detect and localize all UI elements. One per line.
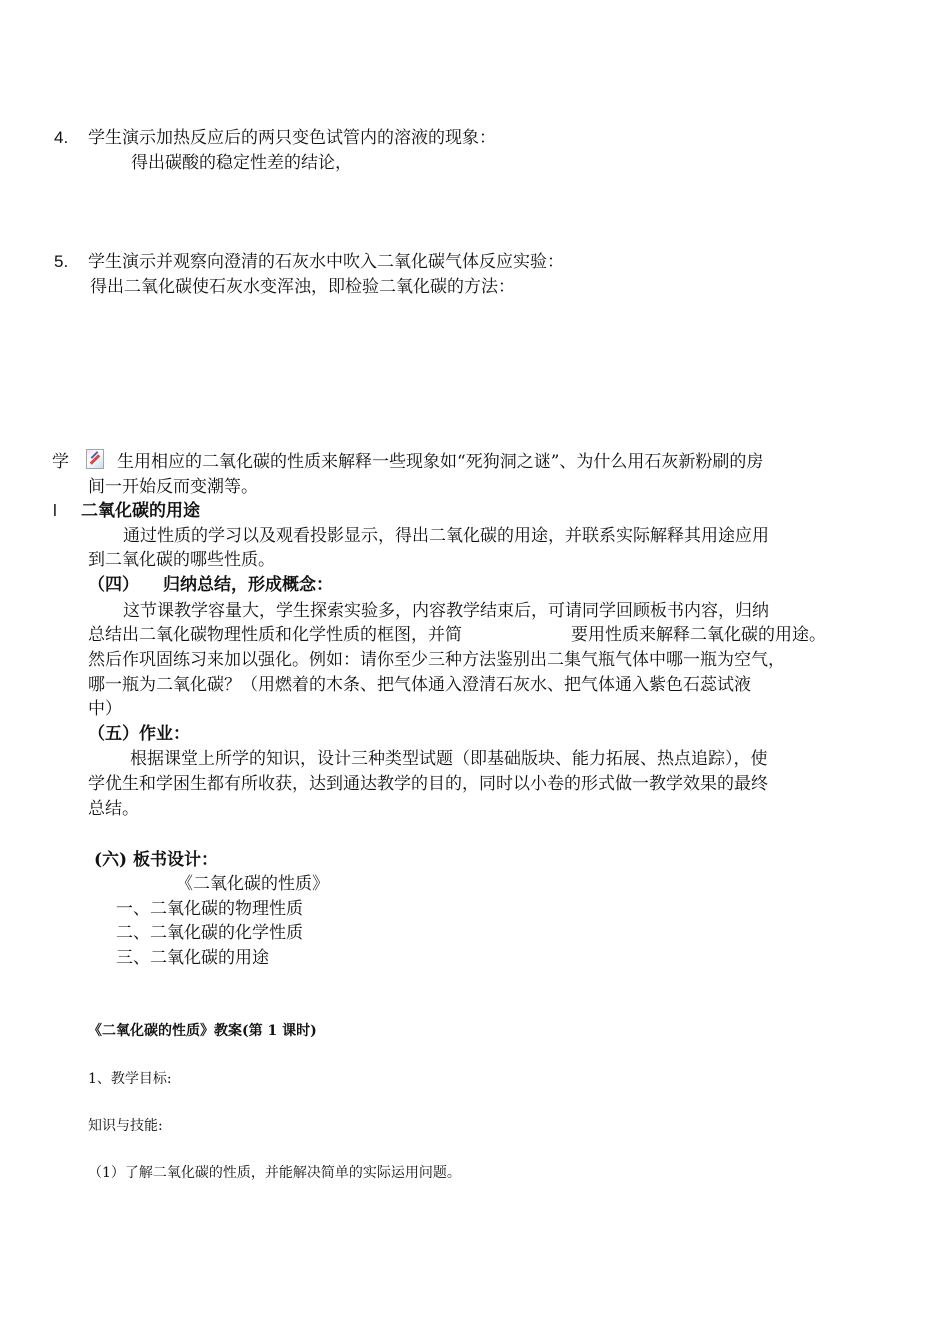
- board-item: 二、二氧化碳的化学性质: [116, 923, 303, 943]
- item5-conclusion: 得出二氧化碳使石灰水变浑浊，即检验二氧化碳的方法：: [90, 277, 515, 297]
- lesson-goal: 1、教学目标:: [88, 1071, 172, 1087]
- board-item: 一、二氧化碳的物理性质: [116, 899, 303, 919]
- item5-number: 5.: [54, 252, 69, 271]
- broken-image-icon: [86, 449, 104, 469]
- lesson-point1: （1）了解二氧化碳的性质，并能解决简单的实际运用问题。: [88, 1165, 461, 1181]
- section4-label: （四）: [88, 575, 139, 595]
- explain-line2: 间一开始反而变潮等。: [88, 477, 258, 497]
- lesson-knowledge: 知识与技能:: [88, 1118, 163, 1134]
- section5-heading: （五）作业：: [88, 724, 190, 744]
- section5-line2: 学优生和学困生都有所收获，达到通达教学的目的，同时以小卷的形式做一教学效果的最终: [88, 774, 768, 794]
- board-item: 三、二氧化碳的用途: [116, 948, 269, 968]
- lesson-title: 《二氧化碳的性质》教案(第 1 课时): [88, 1023, 317, 1039]
- explain-prefix: 学: [52, 452, 69, 472]
- uses-bullet: l: [53, 501, 57, 520]
- item4-title: 学生演示加热反应后的两只变色试管内的溶液的现象：: [88, 128, 496, 148]
- section5-line3: 总结。: [88, 799, 139, 819]
- section4-line4: 哪一瓶为二氧化碳？（用燃着的木条、把气体通入澄清石灰水、把气体通入紫色石蕊试液: [88, 675, 751, 695]
- section4-line2b: 要用性质来解释二氧化碳的用途。: [571, 625, 826, 645]
- section4-line5: 中）: [88, 699, 122, 719]
- section4-line1: 这节课教学容量大，学生探索实验多，内容教学结束后，可请同学回顾板书内容，归纳: [123, 601, 769, 621]
- item5-title: 学生演示并观察向澄清的石灰水中吹入二氧化碳气体反应实验：: [88, 252, 564, 272]
- section4-line3: 然后作巩固练习来加以强化。例如：请你至少三种方法鉴别出二集气瓶气体中哪一瓶为空气，: [88, 650, 785, 670]
- section6-heading: (六) 板书设计：: [94, 850, 219, 870]
- explain-line1: 生用相应的二氧化碳的性质来解释一些现象如“死狗洞之谜”、为什么用石灰新粉刷的房: [117, 452, 764, 472]
- section5-line1: 根据课堂上所学的知识，设计三种类型试题（即基础版块、能力拓展、热点追踪），使: [130, 749, 768, 769]
- uses-line2: 到二氧化碳的哪些性质。: [88, 550, 275, 570]
- item4-number: 4.: [54, 128, 69, 147]
- uses-line1: 通过性质的学习以及观看投影显示，得出二氧化碳的用途，并联系实际解释其用途应用: [123, 526, 769, 546]
- item4-conclusion: 得出碳酸的稳定性差的结论，: [131, 153, 352, 173]
- section4-line2a: 总结出二氧化碳物理性质和化学性质的框图，并简: [88, 625, 462, 645]
- section4-heading: 归纳总结，形成概念：: [163, 575, 333, 595]
- board-title: 《二氧化碳的性质》: [176, 874, 329, 894]
- uses-heading: 二氧化碳的用途: [81, 501, 200, 521]
